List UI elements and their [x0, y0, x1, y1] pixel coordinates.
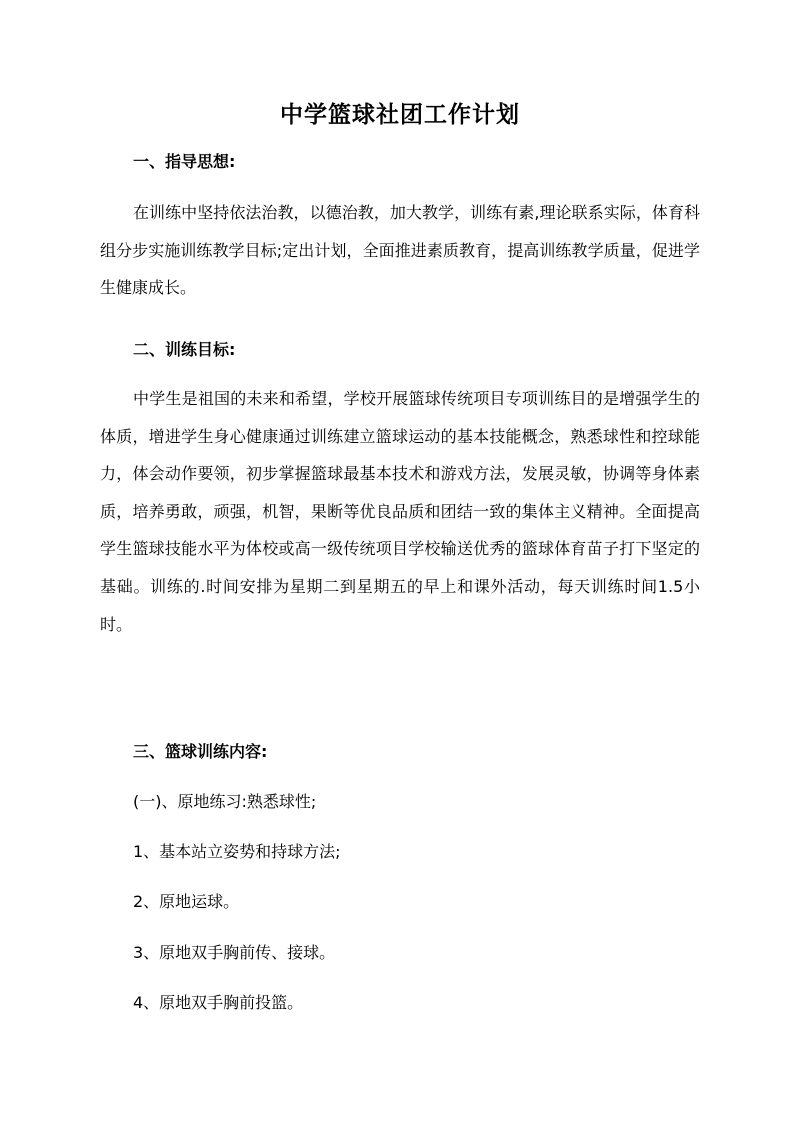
- document-title: 中学篮球社团工作计划: [280, 102, 520, 128]
- section-paragraph-training-goals: 中学生是祖国的未来和希望，学校开展篮球传统项目专项训练目的是增强学生的体质，增进学生身心健康通过训练建立篮球运动的基本技能概念，熟悉球性和控球能力，体会动作要领，初步掌握篮球最基本技术和游戏方法，发展灵敏，协调等身体素质，培养勇敢，顽强，机智，果断等优良品质和团结一致的集体主义精神。全面提高学生篮球技能水平为体校或高一级传统项目学校输送优秀的篮球体育苗子打下坚定的基础。训练的.时间安排为星期二到星期五的早上和课外活动，每天训练时间1.5小时。: [100, 389, 700, 634]
- list-item: 2、原地运球。: [133, 892, 240, 911]
- list-item: 1、基本站立姿势和持球方法;: [133, 842, 341, 861]
- list-item: 4、原地双手胸前投篮。: [133, 993, 304, 1012]
- section-heading-training-content: 三、篮球训练内容:: [133, 742, 268, 761]
- list-item: 3、原地双手胸前传、接球。: [133, 943, 336, 962]
- section-heading-guiding-ideology: 一、指导思想:: [133, 152, 236, 171]
- section-paragraph-guiding-ideology: 在训练中坚持依法治教，以德治教，加大教学，训练有素,理论联系实际，体育科组分步实施训练教学目标;定出计划，全面推进素质教育，提高训练教学质量，促进学生健康成长。: [100, 203, 700, 298]
- section-heading-training-goals: 二、训练目标:: [133, 340, 236, 359]
- list-item: (一)、原地练习:熟悉球性;: [133, 792, 317, 811]
